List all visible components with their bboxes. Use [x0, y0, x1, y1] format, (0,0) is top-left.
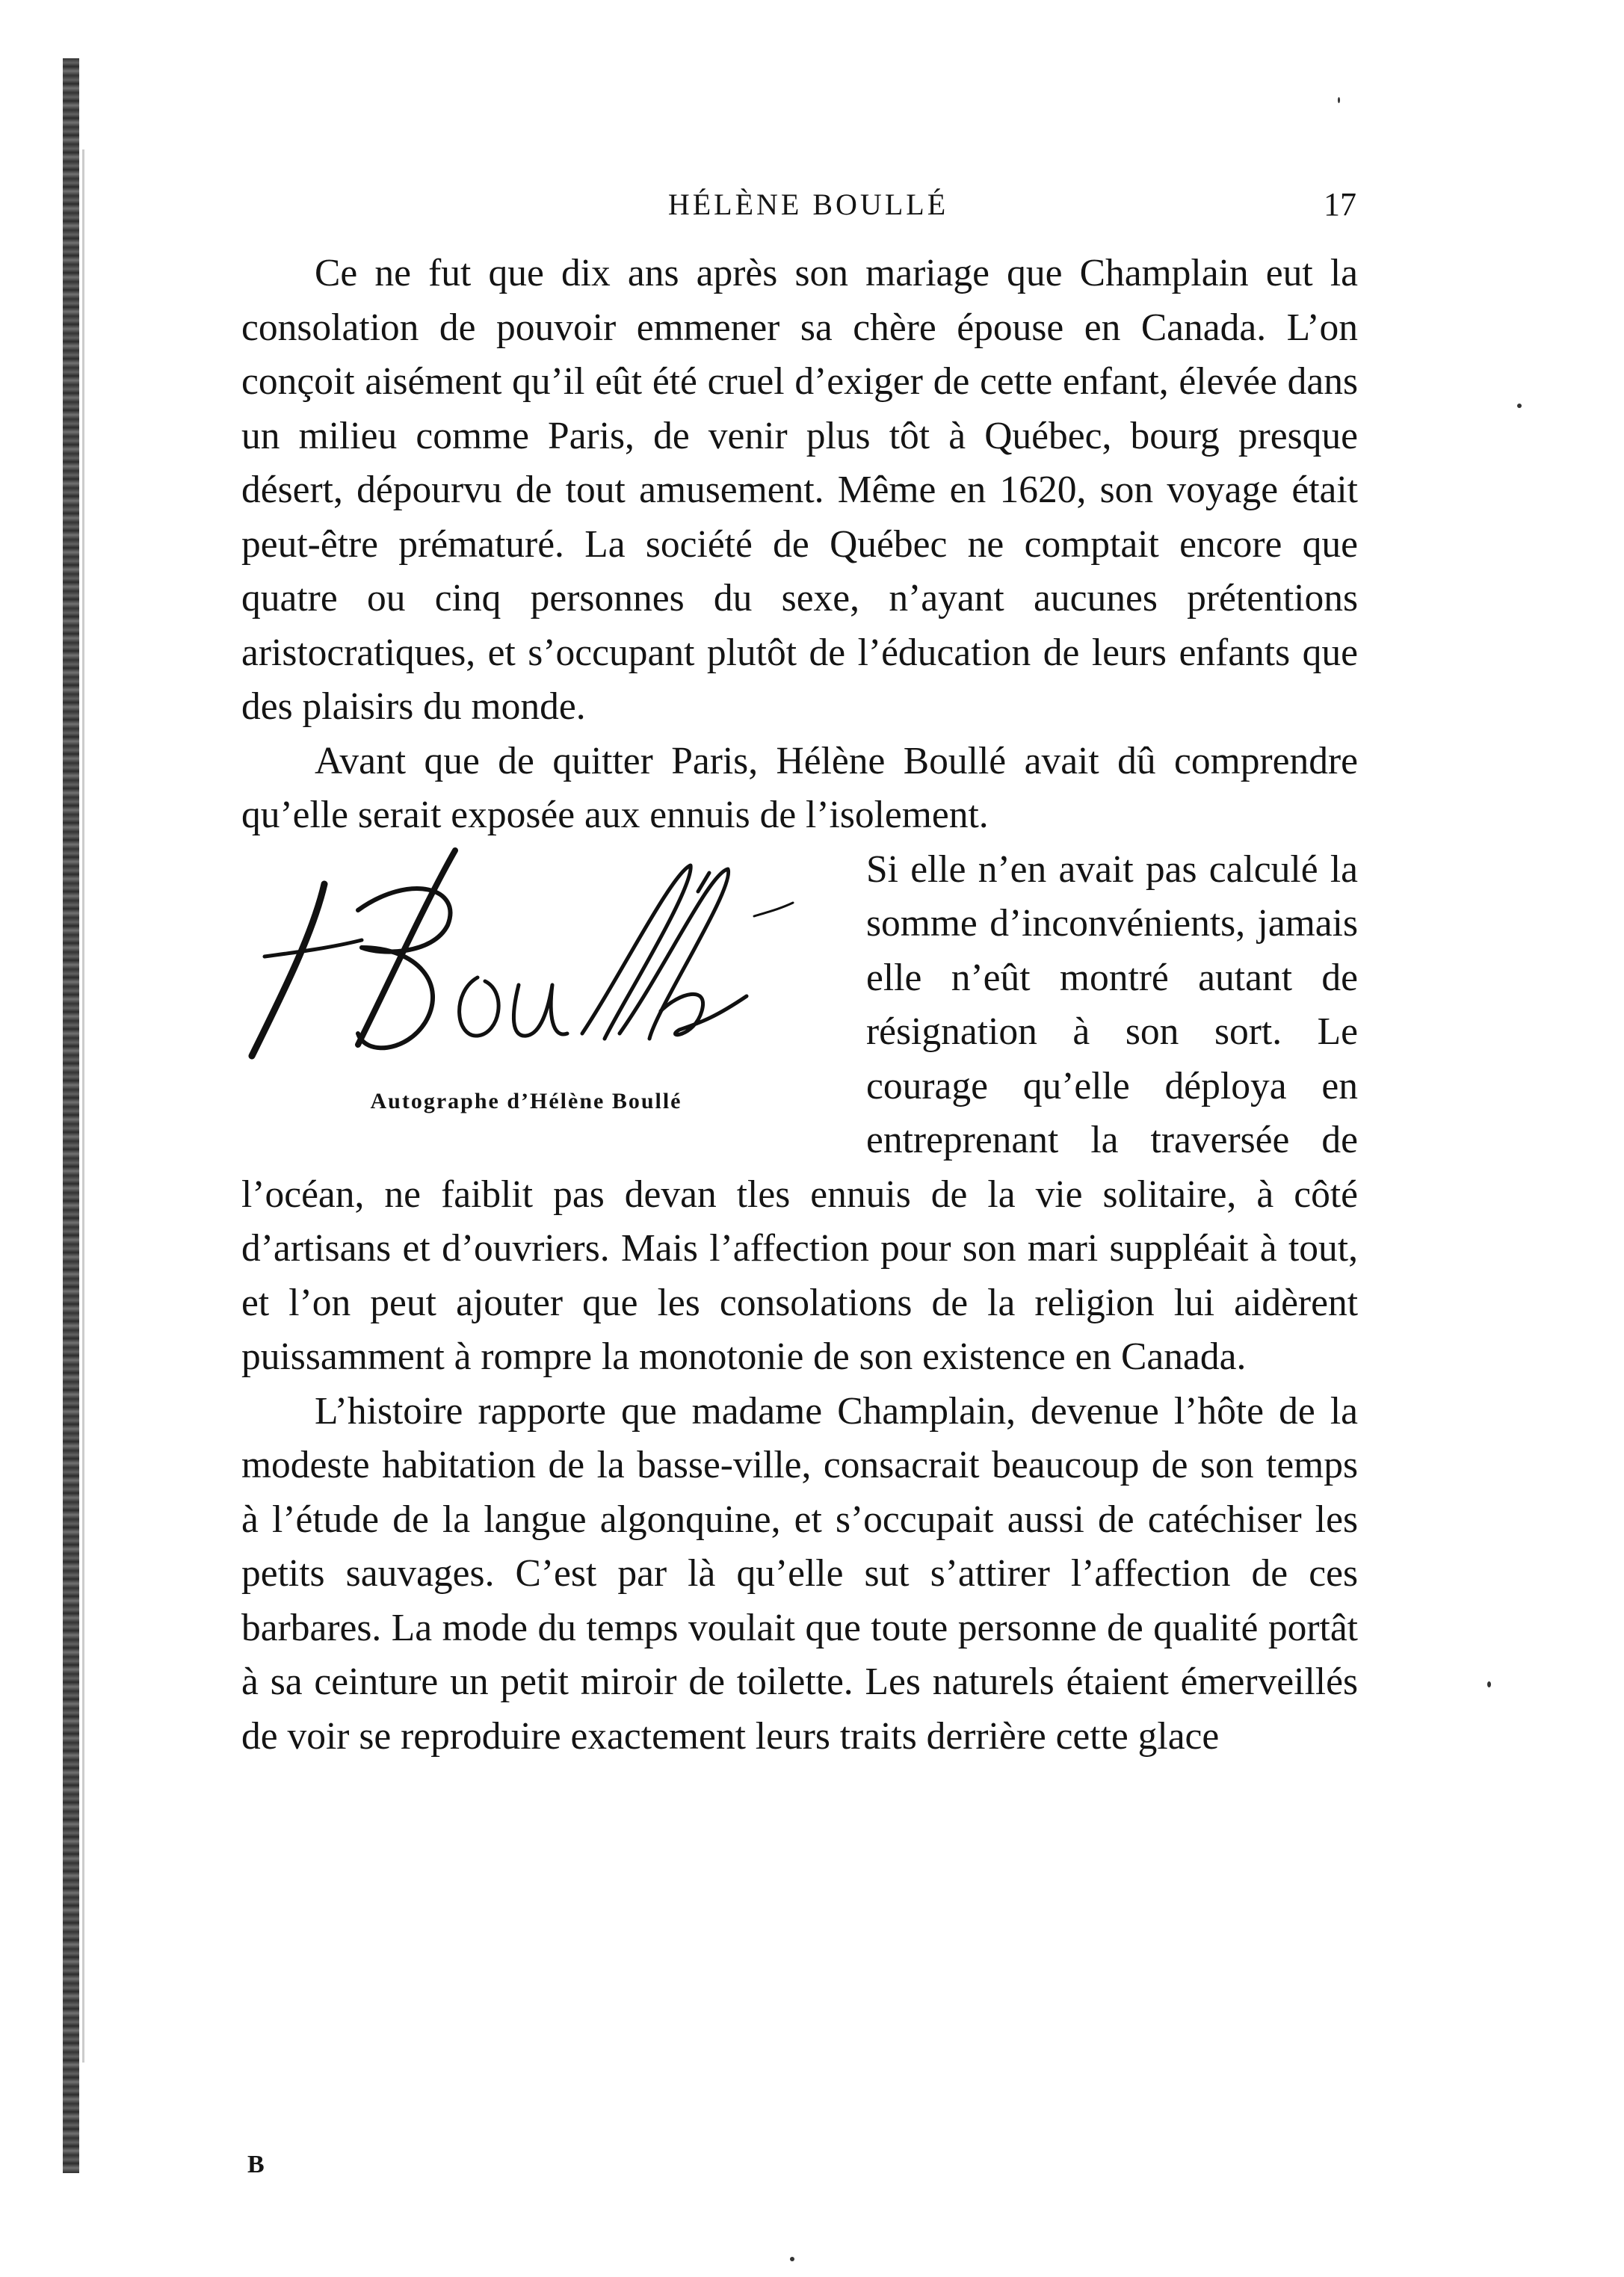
signature-figure — [231, 843, 836, 1117]
page-number: 17 — [1324, 186, 1356, 223]
paragraph-4: L’histoire rapporte que madame Champlain, devenue l’hôte de la modeste habitation de la basse-ville, consacrait beaucoup de son temps à l’étude de la langue algonquine, et s’occupait aussi de catéchiser les petits sauvages. C’est par là qu’elle sut s’attirer l’affection de ces barbares. La mode du temps voulait que toute personne de qualité portât à sa ceinture un petit miroir de toilette. Les naturels étaient émerveillés de voir se reproduire exactement leurs traits derrière cette glace — [241, 1389, 1358, 1758]
scan-speck — [1338, 97, 1340, 103]
running-head — [241, 181, 1375, 226]
paragraph-3: Si elle n’en avait pas calculé la somme d’inconvénients, jamais elle n’eût montré autant de résignation à son sort. Le courage qu’elle déploya en entreprenant la traversée de l’océan, ne faiblit pas devan tles ennuis de la vie solitaire, à côté d’artisans et d’ouvriers. Mais l’affection pour son mari suppléait à tout, et l’on peut ajouter que les consolations de la religion lui aidèrent puissamment à rompre la monotonie de son existence en Canada. — [241, 847, 1358, 1378]
signature-image — [231, 843, 836, 1067]
binding-edge-shadow — [82, 149, 84, 2063]
printer-signature-mark: B — [247, 2151, 265, 2178]
text-column — [241, 247, 1358, 1764]
scan-speck — [1517, 404, 1522, 408]
paragraph-1: Ce ne fut que dix ans après son mariage que Champlain eut la consolation de pouvoir emmener sa chère épouse en Canada. L’on conçoit aisément qu’il eût été cruel d’exiger de cette enfant, élevée dans un milieu comme Paris, de venir plus tôt à Québec, bourg presque désert, dépourvu de tout amusement. Même en 1620, son voyage était peut-être prématuré. La société de Québec ne comptait encore que quatre ou cinq personnes du sexe, n’ayant aucunes prétentions aristocratiques, et s’occupant plutôt de l’éducation de leurs enfants que des plaisirs du monde. — [241, 252, 1358, 728]
scan-speck — [1487, 1681, 1491, 1687]
binding-edge — [63, 58, 79, 2173]
running-title: HÉLÈNE BOULLÉ — [667, 188, 949, 221]
scan-speck — [790, 2257, 794, 2261]
figure-caption: Autographe d’Hélène Boullé — [370, 1088, 682, 1113]
paragraph-2: Avant que de quitter Paris, Hélène Boullé avait dû comprendre qu’elle serait exposée aux ennuis de l’isolement. — [241, 739, 1358, 836]
